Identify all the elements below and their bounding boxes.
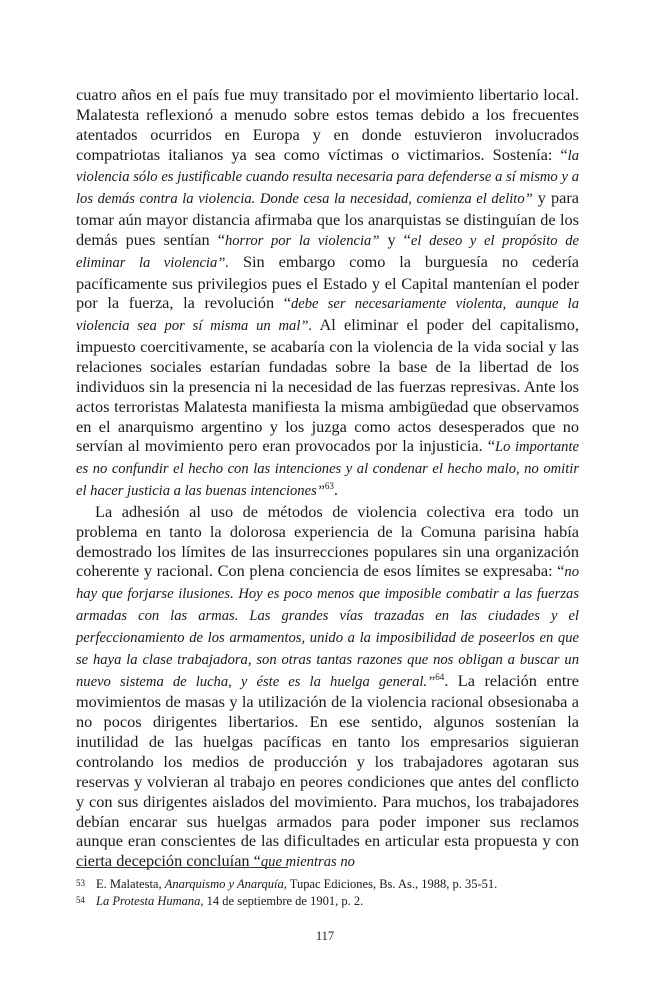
footnote-number: 54	[76, 895, 85, 905]
text-run: Al eliminar el poder del capitalismo, impuesto coercitivamente, se acabaría con la violencia de la vida social y las relaciones sociales estarían fundadas sobre la base de la libertad de los individuos sin la presencia ni la necesidad de las fuerzas represivas. Ante los actos terroristas Malatesta manifiesta la misma ambigüedad que observamos en el anarquismo argentino y los juzga como actos desesperados que no servían al movimiento pero eran provocados por la injusticia. “	[76, 315, 579, 456]
footnote-title: Anarquismo y Anarquía,	[164, 877, 287, 891]
quote-mientras: que mientras no	[260, 854, 355, 871]
body-text	[76, 85, 579, 873]
quote-deseo: el deseo y el propósito de eliminar la violencia”.	[76, 232, 579, 271]
paragraph-1	[76, 85, 579, 502]
page-number: 117	[315, 929, 335, 943]
text-run: y para tomar aún mayor distancia afirmaba que los anarquistas se distinguían de los demás pues sentían “	[76, 188, 579, 249]
text-run: cuatro años en el país fue muy transitado por el movimiento libertario local. Malatesta reflexionó a menudo sobre estos temas debido a los frecuentes atentados ocurridos en Europa y en donde estuvieron involucrados compatriotas italianos ya sea como víctimas o victimarios. Sostenía: “	[76, 85, 579, 164]
text-run: y “	[379, 229, 411, 249]
quote-revolucion: debe ser necesariamente violenta, aunque la violencia sea por sí misma un mal”.	[76, 296, 579, 335]
text-run: Sin embargo como la burguesía no cedería pacíficamente sus privilegios pues el Estado y el Capital mantenían el poder por la fuerza, la revolución “	[76, 251, 580, 313]
footnote-text: E. Malatesta,	[96, 877, 165, 891]
quote-horror: horror por la violencia”	[224, 232, 380, 249]
footnote-54	[76, 893, 579, 910]
quote-intenciones: Lo importante es no confundir el hecho con las intenciones y al condenar el hecho malo, no omitir el hacer justicia a las buenas intenciones”	[76, 439, 579, 500]
quote-violencia: la violencia sólo es justificable cuando resulta necesaria para defenderse a sí mismo y a los demás contra la violencia. Donde cesa la necesidad, comienza el delito”	[76, 147, 579, 208]
footnote-title: La Protesta Humana,	[96, 894, 204, 908]
text-run: .	[333, 480, 338, 500]
text-run: La adhesión al uso de métodos de violencia colectiva era todo un problema en tanto la dolorosa experiencia de la Comuna parisina había demostrado los límites de las insurrecciones populares sin una organización coherente y racional. Con plena conciencia de esos límites se expresaba: “	[76, 501, 579, 581]
footnote-53	[76, 876, 579, 893]
footnote-ref-63: 63	[324, 481, 334, 492]
paragraph-2	[76, 502, 579, 873]
footnote-text: 14 de septiembre de 1901, p. 2.	[203, 894, 364, 908]
footnote-text: Tupac Ediciones, Bs. As., 1988, p. 35-51.	[286, 877, 498, 891]
footnotes	[76, 876, 579, 910]
footnote-ref-64: 64	[435, 671, 445, 682]
quote-huelga-general: no hay que forjarse ilusiones. Hoy es poco menos que imposible combatir a las fuerzas armadas con las armas. Las grandes vías trazadas en las ciudades y el perfeccionamiento de los armamentos, unido a la imposibilidad de poseerlos en que se haya la clase trabajadora, son otras tantas razones que nos obligan a buscar un nuevo sistema de lucha, y éste es la huelga general.”	[76, 564, 579, 690]
text-run: . La relación entre movimientos de masas y la utilización de la violencia racional obsesionaba a no pocos dirigentes libertarios. En ese sentido, algunos sostenían la inutilidad de las huelgas pacíficas en tanto los empresarios siguieran controlando los medios de producción y los trabajadores agotaran sus reservas y volvieran al trabajo en peores condiciones que antes del conflicto y con sus dirigentes aislados del movimiento. Para muchos, los trabajadores debían encarar sus huelgas armados para poder imponer sus reclamos aunque eran conscientes de las dificultades en articular esta propuesta y con cierta decepción concluían “	[76, 670, 580, 871]
footnote-number: 53	[76, 878, 85, 888]
footnote-divider	[76, 867, 288, 868]
